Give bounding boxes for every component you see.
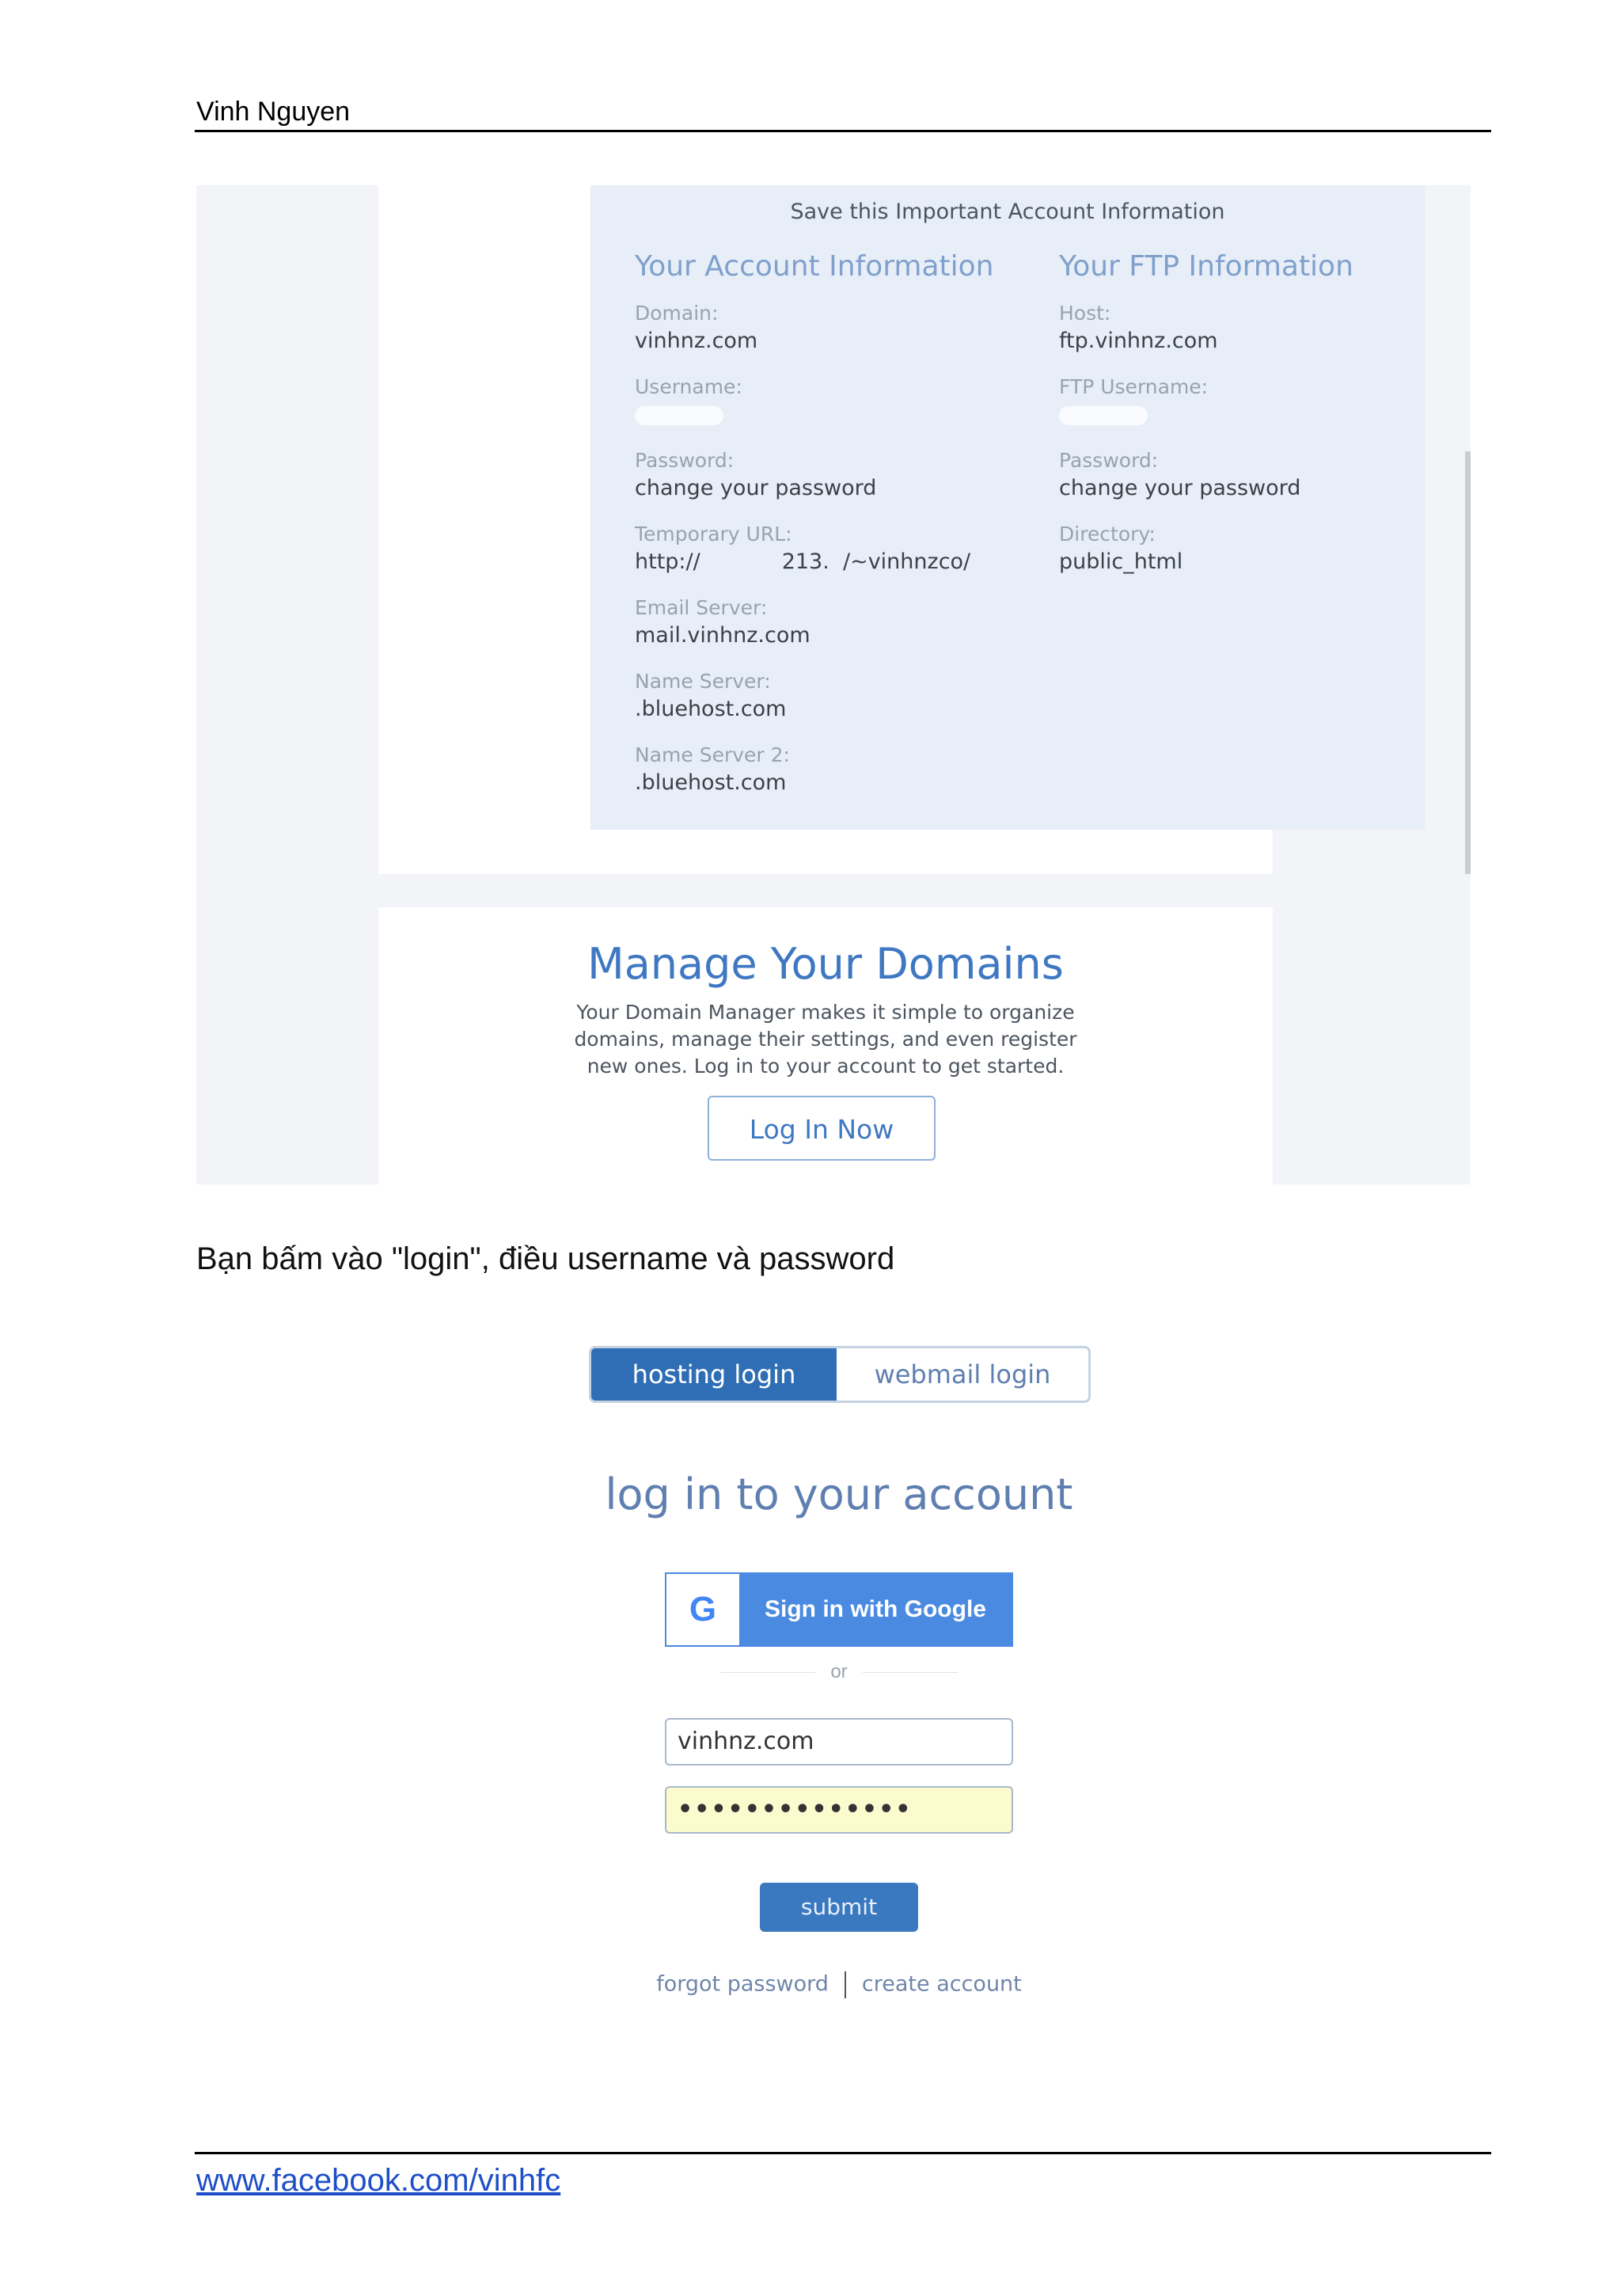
or-divider (720, 1656, 958, 1688)
field-label: Name Server: (635, 670, 771, 693)
field-domain (635, 300, 993, 374)
login-tabs (589, 1346, 1091, 1403)
field-value: change your password (1059, 476, 1301, 500)
field-label: Name Server 2: (635, 743, 790, 766)
field-label: FTP Username: (1059, 375, 1209, 398)
field-label: Temporary URL: (635, 523, 792, 545)
field-ftp-password (1059, 447, 1353, 521)
log-in-now-button[interactable]: Log In Now (708, 1096, 936, 1161)
ftp-info-column (1059, 250, 1353, 595)
account-info-card (378, 185, 1353, 874)
field-value: vinhnz.com (635, 329, 758, 353)
tab-webmail-login[interactable]: webmail login (874, 1359, 1051, 1389)
manage-domains-card (378, 907, 1273, 1184)
google-sign-in-label: Sign in with Google (765, 1596, 986, 1622)
account-info-screenshot (196, 185, 1471, 1184)
account-info-box (590, 185, 1425, 830)
field-temporary-url (635, 521, 993, 595)
login-screenshot (522, 1314, 1156, 2027)
scrollbar-thumb[interactable] (1465, 451, 1471, 874)
account-info-title: Your Account Information (635, 250, 994, 283)
login-title: log in to your account (605, 1469, 1073, 1519)
field-label: Domain: (635, 302, 719, 325)
header-rule (195, 130, 1491, 132)
account-info-column (635, 250, 993, 815)
field-value: mail.vinhnz.com (635, 623, 810, 648)
or-label: or (830, 1661, 848, 1682)
footer-rule (195, 2152, 1491, 2154)
field-label: Password: (1059, 449, 1159, 472)
link-separator (845, 1971, 846, 1998)
field-value: ftp.vinhnz.com (1059, 329, 1218, 353)
field-label: Email Server: (635, 596, 768, 619)
field-value-redacted (1059, 401, 1353, 429)
field-value: .bluehost.com (635, 770, 787, 795)
field-ftp-username (1059, 374, 1353, 447)
google-sign-in-button[interactable] (665, 1572, 1013, 1647)
field-value-redacted (635, 401, 993, 429)
field-name-server-2 (635, 742, 993, 815)
field-username (635, 374, 993, 447)
field-label: Username: (635, 375, 742, 398)
field-value: change your password (635, 476, 877, 500)
account-links (522, 1971, 1156, 1998)
field-host (1059, 300, 1353, 374)
field-value: .bluehost.com (635, 697, 787, 721)
manage-domains-title: Manage Your Domains (587, 939, 1064, 989)
document-author: Vinh Nguyen (196, 97, 351, 127)
box-title: Save this Important Account Information (790, 200, 1225, 224)
submit-button[interactable]: submit (760, 1883, 918, 1932)
field-label: Host: (1059, 302, 1111, 325)
field-email-server (635, 595, 993, 668)
password-input[interactable]: •••••••••••••• (665, 1786, 1013, 1834)
instruction-text: Bạn bấm vào "login", điều username và password (196, 1241, 895, 1276)
create-account-link[interactable]: create account (861, 1971, 1022, 1997)
google-logo-icon: G (666, 1574, 739, 1645)
forgot-password-link[interactable]: forgot password (656, 1971, 829, 1997)
field-value: http:// 213. /~vinhnzco/ (635, 549, 971, 574)
field-directory (1059, 521, 1353, 595)
footer-facebook-link[interactable]: www.facebook.com/vinhfc (196, 2163, 561, 2198)
username-input[interactable]: vinhnz.com (665, 1718, 1013, 1766)
manage-domains-description: Your Domain Manager makes it simple to organize domains, manage their settings, and even register new ones. Log in to your account to get started. (574, 1001, 1077, 1078)
redaction-mark (1059, 406, 1148, 425)
ftp-info-title: Your FTP Information (1059, 250, 1353, 283)
tab-hosting-login[interactable]: hosting login (591, 1348, 837, 1401)
field-label: Directory: (1059, 523, 1156, 545)
field-password (635, 447, 993, 521)
field-name-server (635, 668, 993, 742)
field-label: Password: (635, 449, 735, 472)
field-value: public_html (1059, 549, 1183, 574)
redaction-mark (635, 406, 723, 425)
